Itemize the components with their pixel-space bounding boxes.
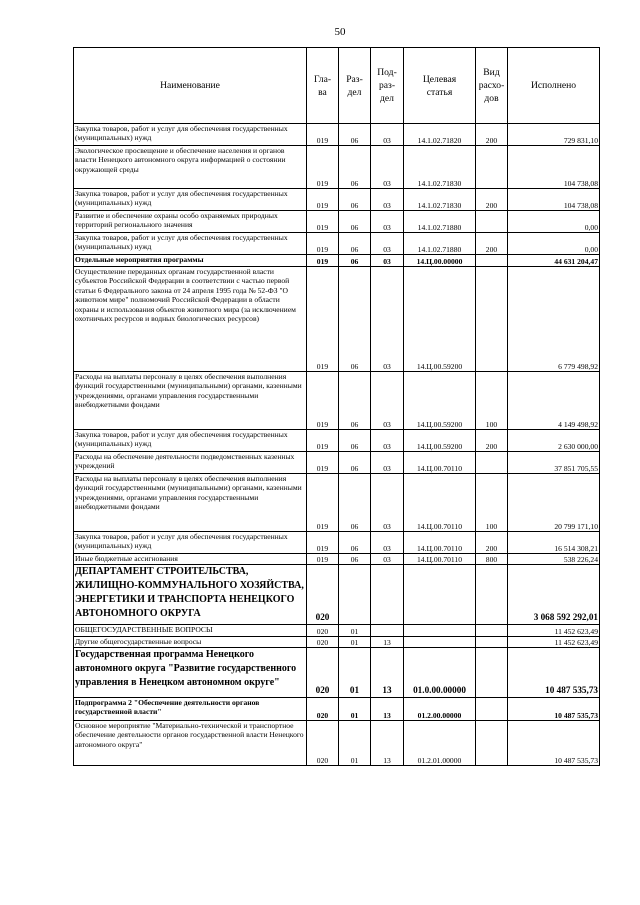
header-expense-type: Вид расхо- дов [476, 48, 508, 124]
row-target: 14.Ц.00.70110 [404, 554, 476, 565]
row-subsection: 13 [371, 698, 404, 721]
row-expense-type [476, 565, 508, 625]
row-section: 06 [339, 211, 371, 233]
row-expense-type: 200 [476, 430, 508, 452]
table-row [74, 721, 600, 766]
row-chapter: 019 [307, 146, 339, 189]
row-chapter: 019 [307, 233, 339, 255]
row-expense-type [476, 452, 508, 474]
row-section: 01 [339, 698, 371, 721]
row-target: 14.1.02.71820 [404, 124, 476, 146]
row-section: 06 [339, 372, 371, 430]
row-name: Закупка товаров, работ и услуг для обеспечения государственных (муниципальных) нужд [74, 124, 307, 146]
row-chapter: 020 [307, 648, 339, 698]
table-row [74, 430, 600, 452]
row-executed: 538 226,24 [508, 554, 600, 565]
row-name: ОБЩЕГОСУДАРСТВЕННЫЕ ВОПРОСЫ [74, 625, 307, 637]
row-executed: 10 487 535,73 [508, 698, 600, 721]
row-target: 14.Ц.00.70110 [404, 474, 476, 532]
row-executed: 6 779 498,92 [508, 267, 600, 372]
row-name: Иные бюджетные ассигнования [74, 554, 307, 565]
row-chapter: 019 [307, 211, 339, 233]
table-row [74, 637, 600, 648]
row-section: 06 [339, 189, 371, 211]
table-header-row [74, 48, 600, 124]
table-row [74, 124, 600, 146]
row-executed: 11 452 623,49 [508, 625, 600, 637]
row-name: ДЕПАРТАМЕНТ СТРОИТЕЛЬСТВА, ЖИЛИЩНО-КОММУНАЛЬНОГО ХОЗЯЙСТВА, ЭНЕРГЕТИКИ И ТРАНСПОРТА НЕНЕЦКОГО АВТОНОМНОГО ОКРУГА [74, 565, 307, 625]
row-chapter: 019 [307, 255, 339, 267]
header-subsection: Под- раз- дел [371, 48, 404, 124]
row-expense-type: 200 [476, 189, 508, 211]
row-chapter: 019 [307, 430, 339, 452]
row-target [404, 625, 476, 637]
table-row [74, 233, 600, 255]
row-name: Государственная программа Ненецкого автономного округа "Развитие государственного управления в Ненецком автономном округе" [74, 648, 307, 698]
row-section: 01 [339, 648, 371, 698]
row-expense-type: 100 [476, 372, 508, 430]
table-row [74, 474, 600, 532]
row-name: Экологическое просвещение и обеспечение населения и органов власти Ненецкого автономного округа информацией о состоянии окружающей среды [74, 146, 307, 189]
row-executed: 10 487 535,73 [508, 648, 600, 698]
row-target [404, 565, 476, 625]
row-name: Расходы на обеспечение деятельности подведомственных казенных учреждений [74, 452, 307, 474]
row-target: 14.Ц.00.00000 [404, 255, 476, 267]
row-section: 06 [339, 554, 371, 565]
row-subsection: 03 [371, 211, 404, 233]
row-target: 14.Ц.00.59200 [404, 372, 476, 430]
row-target: 01.0.00.00000 [404, 648, 476, 698]
row-chapter: 019 [307, 372, 339, 430]
row-executed: 104 738,08 [508, 189, 600, 211]
page-number: 50 [334, 26, 346, 38]
row-chapter: 020 [307, 721, 339, 766]
row-name: Другие общегосударственные вопросы [74, 637, 307, 648]
row-subsection: 03 [371, 189, 404, 211]
row-target: 14.Ц.00.70110 [404, 532, 476, 554]
row-target: 14.Ц.00.59200 [404, 430, 476, 452]
row-name: Основное мероприятие "Материально-технической и транспортное обеспечение деятельности органов государственной власти Ненецкого автономного округа" [74, 721, 307, 766]
row-target: 01.2.00.00000 [404, 698, 476, 721]
table-row [74, 452, 600, 474]
row-subsection: 03 [371, 255, 404, 267]
table-row [74, 625, 600, 637]
header-chapter: Гла- ва [307, 48, 339, 124]
row-executed: 2 630 000,00 [508, 430, 600, 452]
row-section: 01 [339, 637, 371, 648]
row-chapter: 019 [307, 189, 339, 211]
row-name: Расходы на выплаты персоналу в целях обеспечения выполнения функций государственными (муниципальными) органами, казенными учреждениями, органами управления государственными внебюджетными фондами [74, 372, 307, 430]
header-executed: Исполнено [508, 48, 600, 124]
row-subsection: 03 [371, 554, 404, 565]
row-section [339, 565, 371, 625]
row-section: 06 [339, 267, 371, 372]
row-name: Отдельные мероприятия программы [74, 255, 307, 267]
row-expense-type: 800 [476, 554, 508, 565]
row-subsection: 03 [371, 532, 404, 554]
row-executed: 20 799 171,10 [508, 474, 600, 532]
row-chapter: 020 [307, 565, 339, 625]
row-target: 14.Ц.00.59200 [404, 267, 476, 372]
row-name: Осуществление переданных органам государственной власти субъектов Российской Федерации в соответствии с частью первой статьи 6 Федерального закона от 24 апреля 1995 года № 52-ФЗ "О животном мире" полномочий Российской Федерации в области охраны и использования объектов животного мира (за исключением охотничьих ресурсов и водных биологических ресурсов) [74, 267, 307, 372]
table-row [74, 532, 600, 554]
table-row [74, 211, 600, 233]
row-section: 06 [339, 474, 371, 532]
row-expense-type [476, 267, 508, 372]
row-section: 06 [339, 124, 371, 146]
row-executed: 37 851 705,55 [508, 452, 600, 474]
table-row [74, 255, 600, 267]
row-executed: 4 149 498,92 [508, 372, 600, 430]
row-subsection: 03 [371, 452, 404, 474]
row-expense-type: 100 [476, 474, 508, 532]
table-row [74, 146, 600, 189]
row-section: 06 [339, 146, 371, 189]
row-target: 01.2.01.00000 [404, 721, 476, 766]
table-row [74, 554, 600, 565]
row-subsection: 13 [371, 637, 404, 648]
table-row [74, 372, 600, 430]
row-subsection: 03 [371, 372, 404, 430]
row-name: Закупка товаров, работ и услуг для обеспечения государственных (муниципальных) нужд [74, 189, 307, 211]
budget-table [73, 47, 600, 766]
row-executed: 10 487 535,73 [508, 721, 600, 766]
row-name: Подпрограмма 2 "Обеспечение деятельности органов государственной власти" [74, 698, 307, 721]
row-section: 06 [339, 255, 371, 267]
row-executed: 729 831,10 [508, 124, 600, 146]
row-expense-type: 200 [476, 124, 508, 146]
row-target: 14.1.02.71880 [404, 233, 476, 255]
row-target [404, 637, 476, 648]
row-expense-type [476, 146, 508, 189]
row-chapter: 019 [307, 554, 339, 565]
row-subsection: 13 [371, 721, 404, 766]
row-expense-type [476, 255, 508, 267]
row-name: Закупка товаров, работ и услуг для обеспечения государственных (муниципальных) нужд [74, 233, 307, 255]
row-name: Развитие и обеспечение охраны особо охраняемых природных территорий регионального значения [74, 211, 307, 233]
table-row [74, 267, 600, 372]
row-section: 06 [339, 452, 371, 474]
header-name: Наименование [74, 48, 307, 124]
row-subsection: 03 [371, 430, 404, 452]
row-executed: 16 514 308,21 [508, 532, 600, 554]
row-chapter: 020 [307, 637, 339, 648]
row-chapter: 020 [307, 625, 339, 637]
row-expense-type [476, 637, 508, 648]
row-subsection: 03 [371, 474, 404, 532]
row-chapter: 019 [307, 452, 339, 474]
table-row [74, 698, 600, 721]
row-executed: 0,00 [508, 211, 600, 233]
row-name: Расходы на выплаты персоналу в целях обеспечения выполнения функций государственными (муниципальными) органами, казенными учреждениями, органами управления государственными внебюджетными фондами [74, 474, 307, 532]
row-section: 06 [339, 532, 371, 554]
row-subsection: 03 [371, 233, 404, 255]
row-expense-type [476, 625, 508, 637]
row-subsection: 03 [371, 124, 404, 146]
row-expense-type [476, 721, 508, 766]
row-target: 14.Ц.00.70110 [404, 452, 476, 474]
row-section: 01 [339, 721, 371, 766]
row-section: 06 [339, 233, 371, 255]
row-chapter: 019 [307, 124, 339, 146]
row-executed: 44 631 204,47 [508, 255, 600, 267]
row-subsection: 03 [371, 267, 404, 372]
row-subsection [371, 565, 404, 625]
row-name: Закупка товаров, работ и услуг для обеспечения государственных (муниципальных) нужд [74, 430, 307, 452]
row-subsection: 03 [371, 146, 404, 189]
row-subsection [371, 625, 404, 637]
row-executed: 3 068 592 292,01 [508, 565, 600, 625]
header-target: Целевая статья [404, 48, 476, 124]
row-subsection: 13 [371, 648, 404, 698]
row-target: 14.1.02.71830 [404, 189, 476, 211]
header-section: Раз- дел [339, 48, 371, 124]
row-expense-type [476, 698, 508, 721]
row-name: Закупка товаров, работ и услуг для обеспечения государственных (муниципальных) нужд [74, 532, 307, 554]
table-row [74, 189, 600, 211]
row-expense-type: 200 [476, 233, 508, 255]
row-target: 14.1.02.71880 [404, 211, 476, 233]
row-executed: 0,00 [508, 233, 600, 255]
row-executed: 104 738,08 [508, 146, 600, 189]
row-chapter: 019 [307, 532, 339, 554]
row-chapter: 019 [307, 474, 339, 532]
row-section: 06 [339, 430, 371, 452]
table-row [74, 648, 600, 698]
row-target: 14.1.02.71830 [404, 146, 476, 189]
table-row [74, 565, 600, 625]
row-expense-type [476, 211, 508, 233]
row-chapter: 019 [307, 267, 339, 372]
row-expense-type [476, 648, 508, 698]
row-chapter: 020 [307, 698, 339, 721]
row-section: 01 [339, 625, 371, 637]
row-expense-type: 200 [476, 532, 508, 554]
row-executed: 11 452 623,49 [508, 637, 600, 648]
